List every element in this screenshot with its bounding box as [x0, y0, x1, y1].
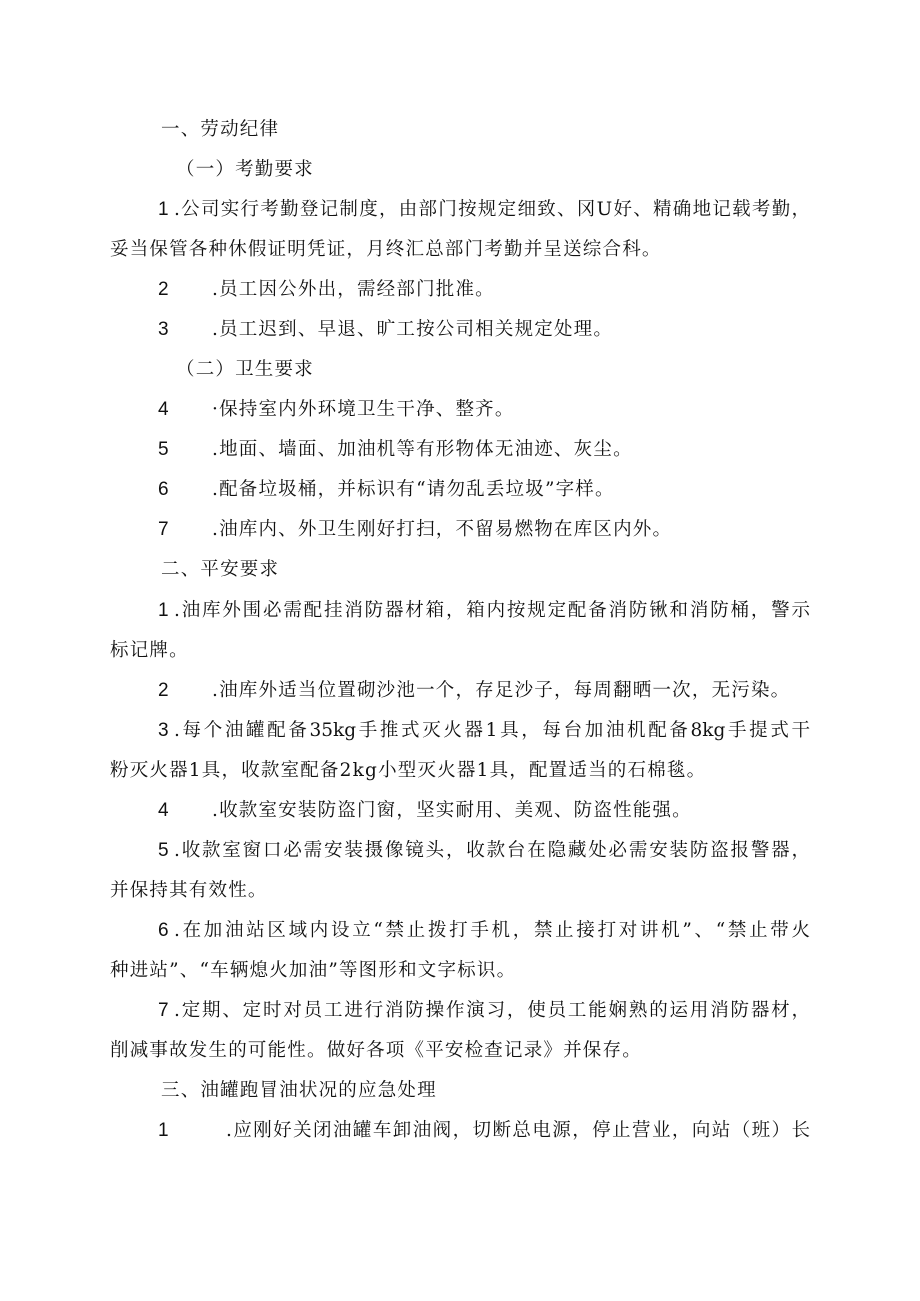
item-number: 4 — [158, 399, 169, 420]
item-text: .定期、定时对员工进行消防操作演习，使员工能娴熟的运用消防器材， — [174, 1000, 810, 1021]
item-number: 2 — [158, 680, 169, 701]
item-text-continued: 标记牌。 — [110, 640, 189, 661]
item-number: 1 — [158, 1120, 169, 1141]
item-number: 1 — [158, 199, 169, 220]
item-text: .员工因公外出，需经部门批准。 — [212, 279, 495, 300]
item-text-continued: 种进站”、“车辆熄火加油”等图形和文字标识。 — [110, 960, 517, 981]
item-number: 4 — [158, 800, 169, 821]
item-text: .收款室安装防盗门窗，坚实耐用、美观、防盗性能强。 — [212, 800, 692, 821]
item-text: .收款室窗口必需安装摄像镜头，收款台在隐藏处必需安装防盗报警器， — [174, 840, 810, 861]
section-heading-3: 三、油罐跑冒油状况的应急处理 — [161, 1080, 437, 1101]
item-text-continued: 削减事故发生的可能性。做好各项《平安检查记录》并保存。 — [110, 1040, 642, 1061]
item-text: .公司实行考勤登记制度，由部门按规定细致、冈U好、精确地记载考勤， — [174, 199, 810, 220]
item-text: .油库外适当位置砌沙池一个，存足沙子，每周翻晒一次，无污染。 — [212, 680, 791, 701]
item-number: 6 — [158, 479, 169, 500]
item-number: 6 — [158, 920, 169, 941]
item-text-continued: 妥当保管各种休假证明凭证，月终汇总部门考勤并呈送综合科。 — [110, 239, 662, 260]
item-number: 3 — [158, 720, 169, 741]
item-number: 5 — [158, 439, 169, 460]
item-text: .油库内、外卫生刚好打扫，不留易燃物在库区内外。 — [212, 519, 673, 540]
item-number: 5 — [158, 840, 169, 861]
item-text: ·保持室内外环境卫生干净、整齐。 — [212, 399, 515, 420]
item-number: 1 — [158, 600, 169, 621]
item-text: .应刚好关闭油罐车卸油阀，切断总电源，停止营业，向站（班）长 — [226, 1120, 810, 1141]
subsection-heading-attendance: （一）考勤要求 — [176, 159, 314, 180]
item-text-continued: 并保持其有效性。 — [110, 880, 268, 901]
item-text: .员工迟到、早退、旷工按公司相关规定处理。 — [212, 319, 614, 340]
section-heading-1: 一、劳动纪律 — [161, 119, 280, 140]
item-text: .每个油罐配备35kg手推式灭火器1具，每台加油机配备8kg手提式干 — [174, 720, 810, 741]
item-text: .地面、墙面、加油机等有形物体无油迹、灰尘。 — [212, 439, 633, 460]
item-number: 3 — [158, 319, 169, 340]
item-text: .油库外围必需配挂消防器材箱，箱内按规定配备消防锹和消防桶，警示 — [174, 600, 810, 621]
section-heading-2: 二、平安要求 — [161, 559, 280, 580]
subsection-heading-hygiene: （二）卫生要求 — [176, 359, 314, 380]
item-number: 7 — [158, 519, 169, 540]
item-text: .在加油站区域内设立“禁止拨打手机，禁止接打对讲机”、“禁止带火 — [174, 920, 810, 941]
item-number: 7 — [158, 1000, 169, 1021]
item-number: 2 — [158, 279, 169, 300]
item-text-continued: 粉灭火器1具，收款室配备2kg小型灭火器1具，配置适当的石棉毯。 — [110, 760, 707, 781]
item-text: .配备垃圾桶，并标识有“请勿乱丢垃圾”字样。 — [212, 479, 615, 500]
